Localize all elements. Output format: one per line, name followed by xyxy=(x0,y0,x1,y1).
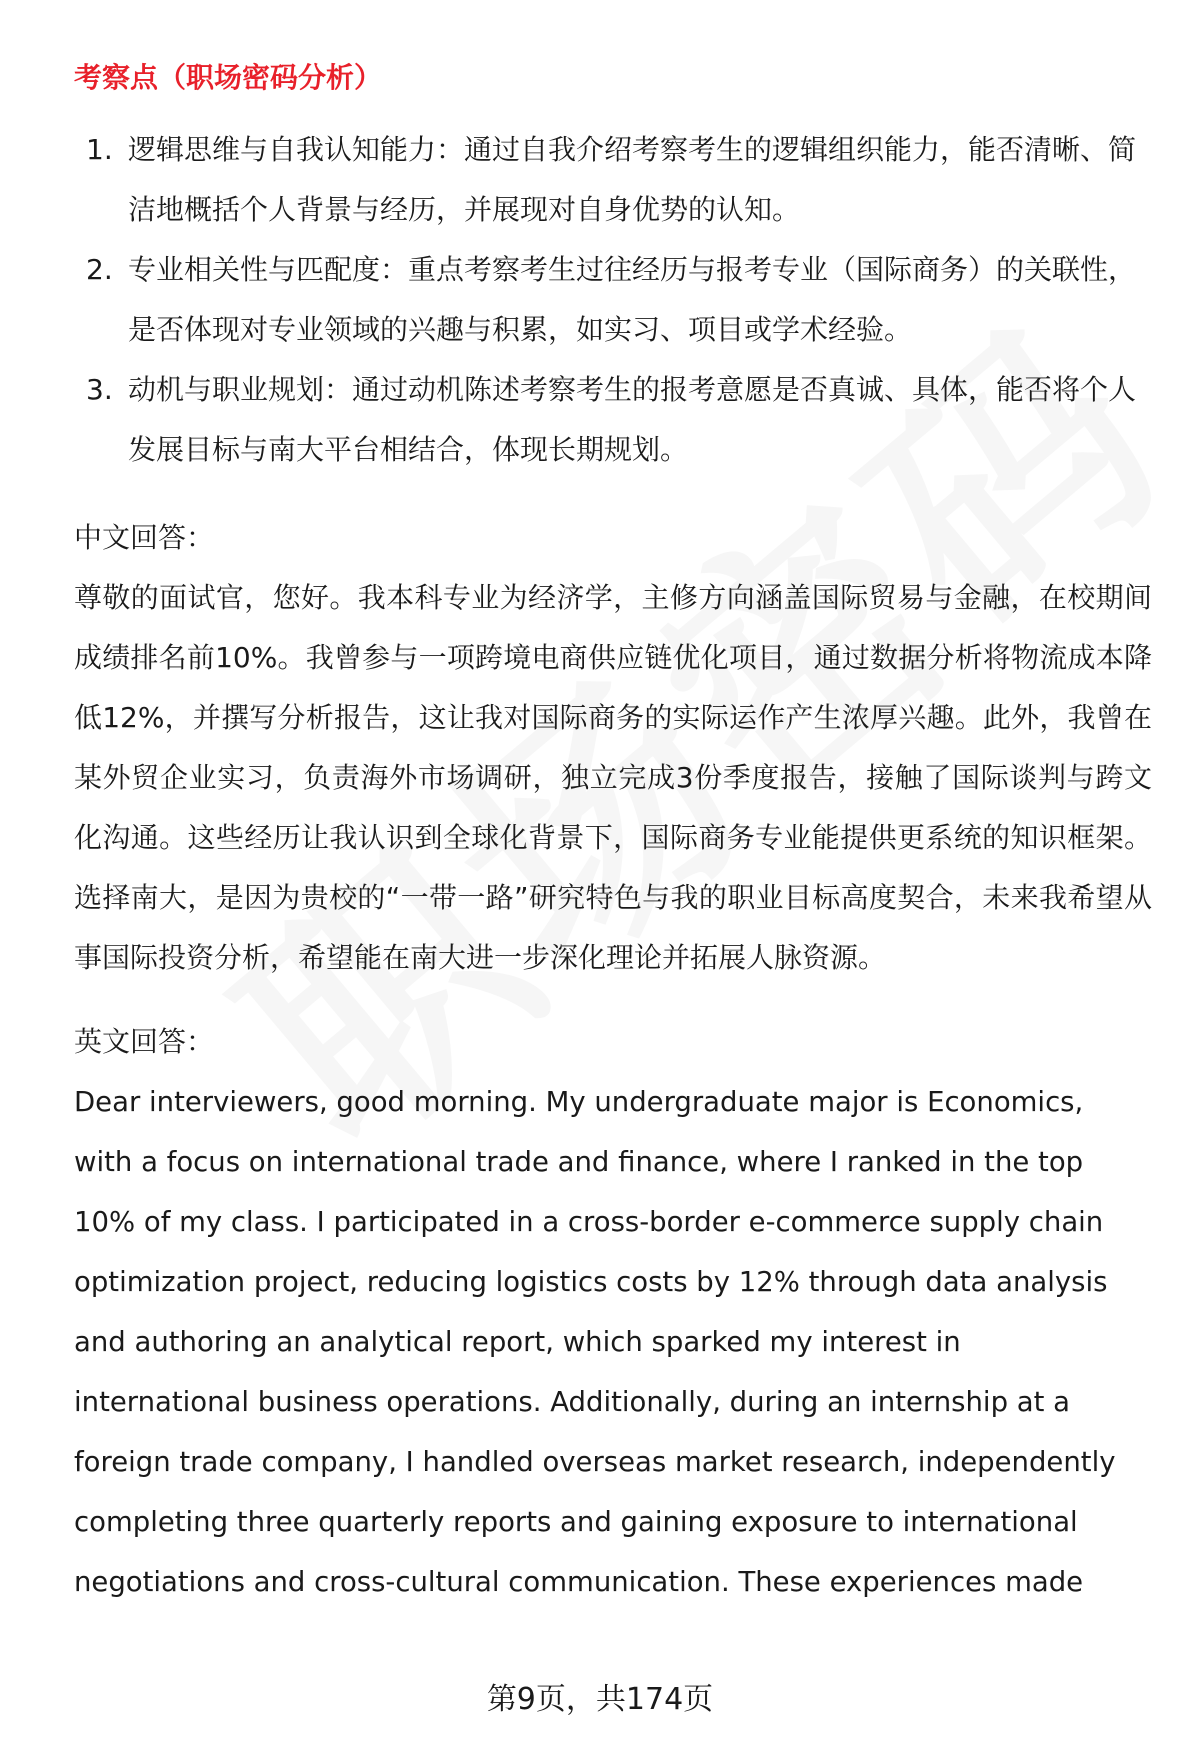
assessment-points-list xyxy=(74,120,1152,480)
point-number: 3. xyxy=(86,373,113,406)
section-title: 考察点（职场密码分析） xyxy=(74,61,383,94)
english-answer-line: 10% of my class. I participated in a cross-border e-commerce supply chain xyxy=(74,1206,1104,1238)
english-answer-line: foreign trade company, I handled overseas market research, independently xyxy=(74,1446,1116,1478)
english-answer-line: negotiations and cross-cultural communication. These experiences made xyxy=(74,1566,1084,1598)
page-footer: 第9页，共174页 xyxy=(486,1682,714,1717)
english-answer-line: with a focus on international trade and finance, where I ranked in the top xyxy=(74,1146,1084,1178)
english-answer-line: optimization project, reducing logistics costs by 12% through data analysis xyxy=(74,1266,1108,1298)
english-answer-line: Dear interviewers, good morning. My undergraduate major is Economics, xyxy=(74,1086,1084,1118)
english-answer-text xyxy=(74,1072,1152,1612)
point-text: 动机与职业规划：通过动机陈述考察考生的报考意愿是否真诚、具体，能否将个人发展目标与南大平台相结合，体现长期规划。 xyxy=(128,373,1137,466)
english-answer-label: 英文回答： xyxy=(74,1025,215,1058)
page-content xyxy=(74,58,1152,1612)
english-answer-line: and authoring an analytical report, which sparked my interest in xyxy=(74,1326,961,1358)
point-text: 专业相关性与匹配度：重点考察考生过往经历与报考专业（国际商务）的关联性，是否体现对专业领域的兴趣与积累，如实习、项目或学术经验。 xyxy=(128,253,1137,346)
assessment-point xyxy=(74,120,1152,240)
point-text: 逻辑思维与自我认知能力：通过自我介绍考察考生的逻辑组织能力，能否清晰、简洁地概括个人背景与经历，并展现对自身优势的认知。 xyxy=(128,133,1137,226)
english-answer-line: international business operations. Additionally, during an internship at a xyxy=(74,1386,1071,1418)
english-answer-line: completing three quarterly reports and gaining exposure to international xyxy=(74,1506,1078,1538)
chinese-answer-label: 中文回答： xyxy=(74,521,215,554)
point-number: 2. xyxy=(86,253,113,286)
assessment-point xyxy=(74,240,1152,360)
assessment-point xyxy=(74,360,1152,480)
point-number: 1. xyxy=(86,133,113,166)
chinese-answer-text: 尊敬的面试官，您好。我本科专业为经济学，主修方向涵盖国际贸易与金融，在校期间成绩排名前10%。我曾参与一项跨境电商供应链优化项目，通过数据分析将物流成本降低12%，并撰写分析报告，这让我对国际商务的实际运作产生浓厚兴趣。此外，我曾在某外贸企业实习，负责海外市场调研，独立完成3份季度报告，接触了国际谈判与跨文化沟通。这些经历让我认识到全球化背景下，国际商务专业能提供更系统的知识框架。选择南大，是因为贵校的“一带一路”研究特色与我的职业目标高度契合，未来我希望从事国际投资分析，希望能在南大进一步深化理论并拓展人脉资源。 xyxy=(74,581,1152,974)
